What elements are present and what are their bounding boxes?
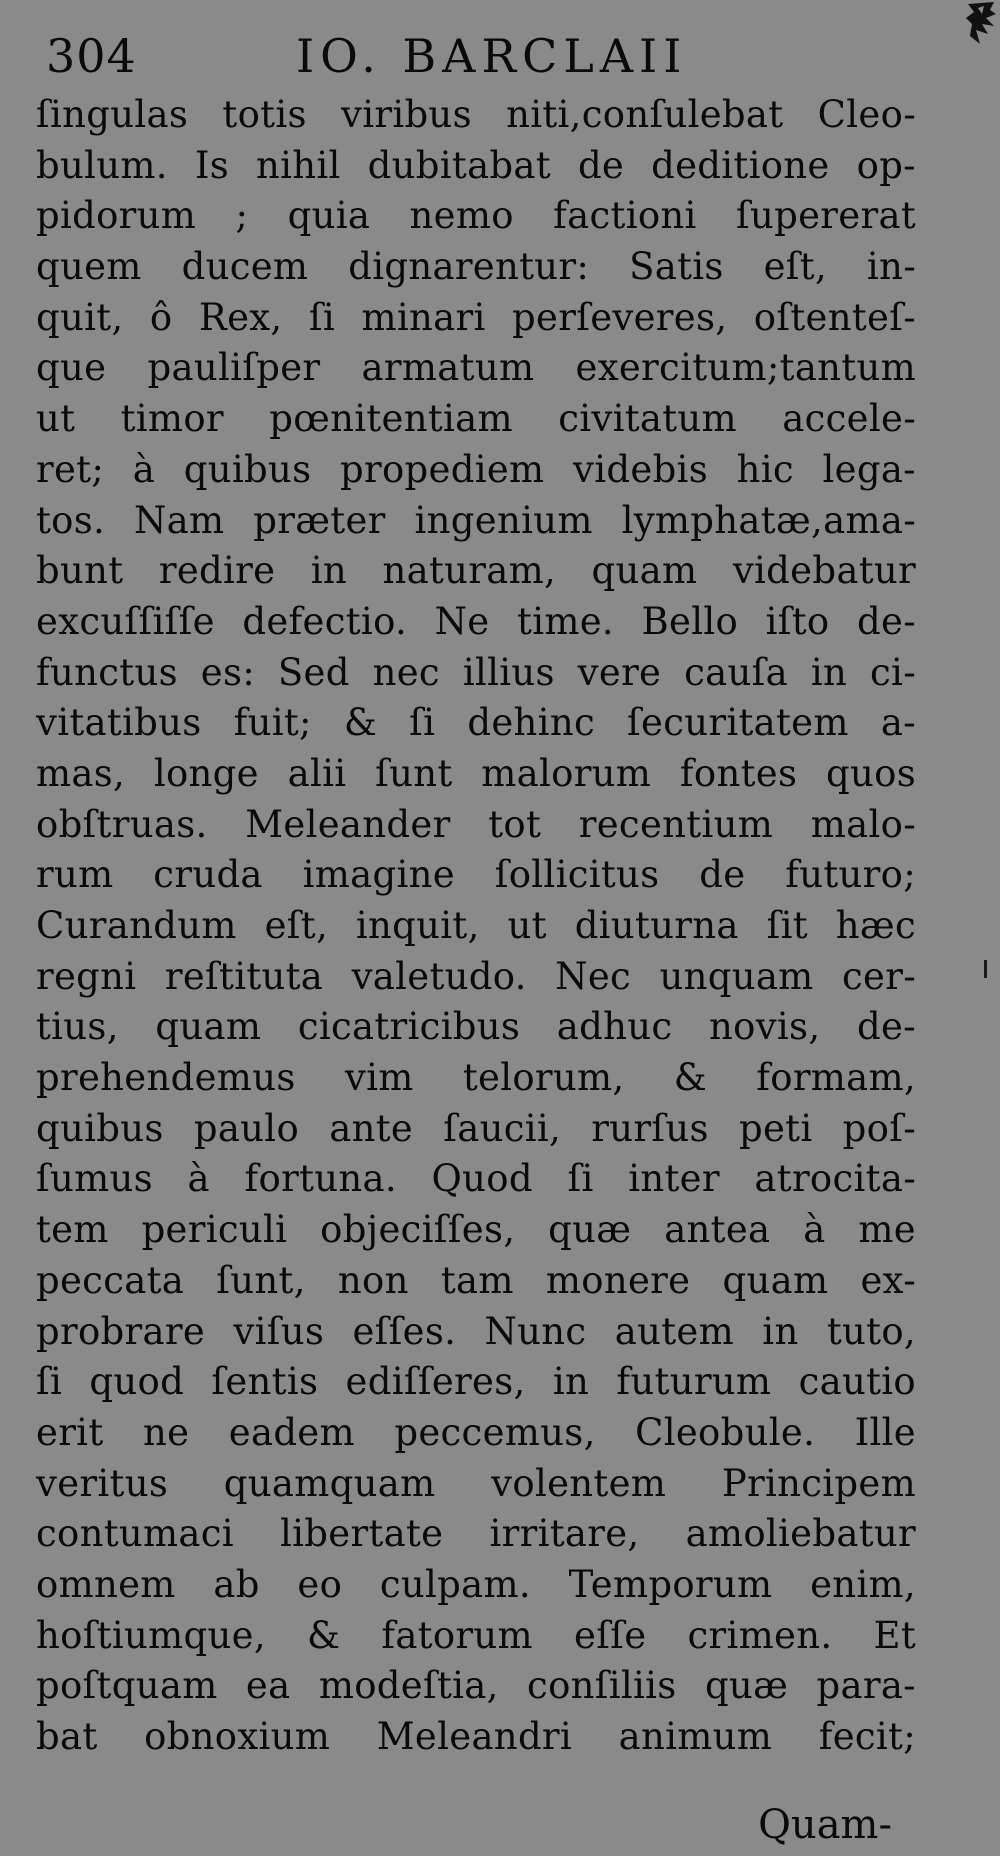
body-text (36, 90, 916, 1763)
text-line: ſi quod ſentis ediſſeres, in futurum cautio (36, 1360, 916, 1404)
text-line: mas, longe alii ſunt malorum fontes quos (36, 751, 916, 795)
catchword: Quam- (758, 1802, 892, 1848)
page-header (46, 26, 946, 86)
text-line: ſumus à fortuna. Quod ſi inter atrocita- (36, 1157, 916, 1201)
page-number: 304 (46, 29, 137, 83)
text-line: tem periculi objeciſſes, quæ antea à me (36, 1208, 916, 1252)
text-line: poſtquam ea modeſtia, conſiliis quæ para- (36, 1664, 916, 1708)
text-line: contumaci libertate irritare, amoliebatur (36, 1512, 916, 1556)
text-line: functus es: Sed nec illius vere cauſa in ci- (36, 650, 916, 694)
margin-tick (984, 960, 987, 978)
text-line: pidorum ; quia nemo factioni ſupererat (36, 194, 916, 238)
text-line: quem ducem dignarentur: Satis eſt, in- (36, 245, 916, 289)
text-line: ut timor pœnitentiam civitatum accele- (36, 397, 916, 441)
text-line: ſingulas totis viribus niti,conſulebat Cleo- (36, 93, 916, 136)
text-line: probrare viſus eſſes. Nunc autem in tuto, (36, 1309, 916, 1353)
text-line: tius, quam cicatricibus adhuc novis, de- (36, 1005, 916, 1049)
ink-smudge-icon (964, 0, 998, 56)
text-line: vitatibus fuit; & ſi dehinc ſecuritatem a- (36, 701, 916, 745)
text-line: erit ne eadem peccemus, Cleobule. Ille (36, 1410, 916, 1454)
text-line: bulum. Is nihil dubitabat de deditione op- (36, 143, 916, 187)
text-line: que pauliſper armatum exercitum;tantum (36, 346, 916, 390)
text-line: veritus quamquam volentem Principem (36, 1461, 916, 1505)
text-line: peccata ſunt, non tam monere quam ex- (36, 1258, 916, 1302)
text-line: hoſtiumque, & fatorum eſſe crimen. Et (36, 1613, 916, 1657)
text-line: bunt redire in naturam, quam videbatur (36, 549, 916, 593)
text-line: quibus paulo ante ſaucii, rurſus peti poſ- (36, 1106, 916, 1150)
text-line: bat obnoxium Meleandri animum fecit; (36, 1715, 916, 1758)
text-line: tos. Nam præter ingenium lymphatæ,ama- (36, 498, 916, 542)
text-line: ret; à quibus propediem videbis hic lega- (36, 447, 916, 491)
text-line: regni reſtituta valetudo. Nec unquam cer- (36, 954, 916, 998)
text-line: quit, ô Rex, ſi minari perſeveres, oſtenteſ- (36, 295, 916, 339)
text-line: Curandum eſt, inquit, ut diuturna ſit hæc (36, 904, 916, 947)
text-line: prehendemus vim telorum, & formam, (36, 1056, 916, 1100)
running-head: IO. BARCLAII (296, 29, 688, 83)
text-line: excuſſiſſe defectio. Ne time. Bello iſto de- (36, 599, 916, 643)
text-line: obſtruas. Meleander tot recentium malo- (36, 802, 916, 846)
text-line: rum cruda imagine ſollicitus de futuro; (36, 853, 916, 897)
text-line: omnem ab eo culpam. Temporum enim, (36, 1562, 916, 1606)
